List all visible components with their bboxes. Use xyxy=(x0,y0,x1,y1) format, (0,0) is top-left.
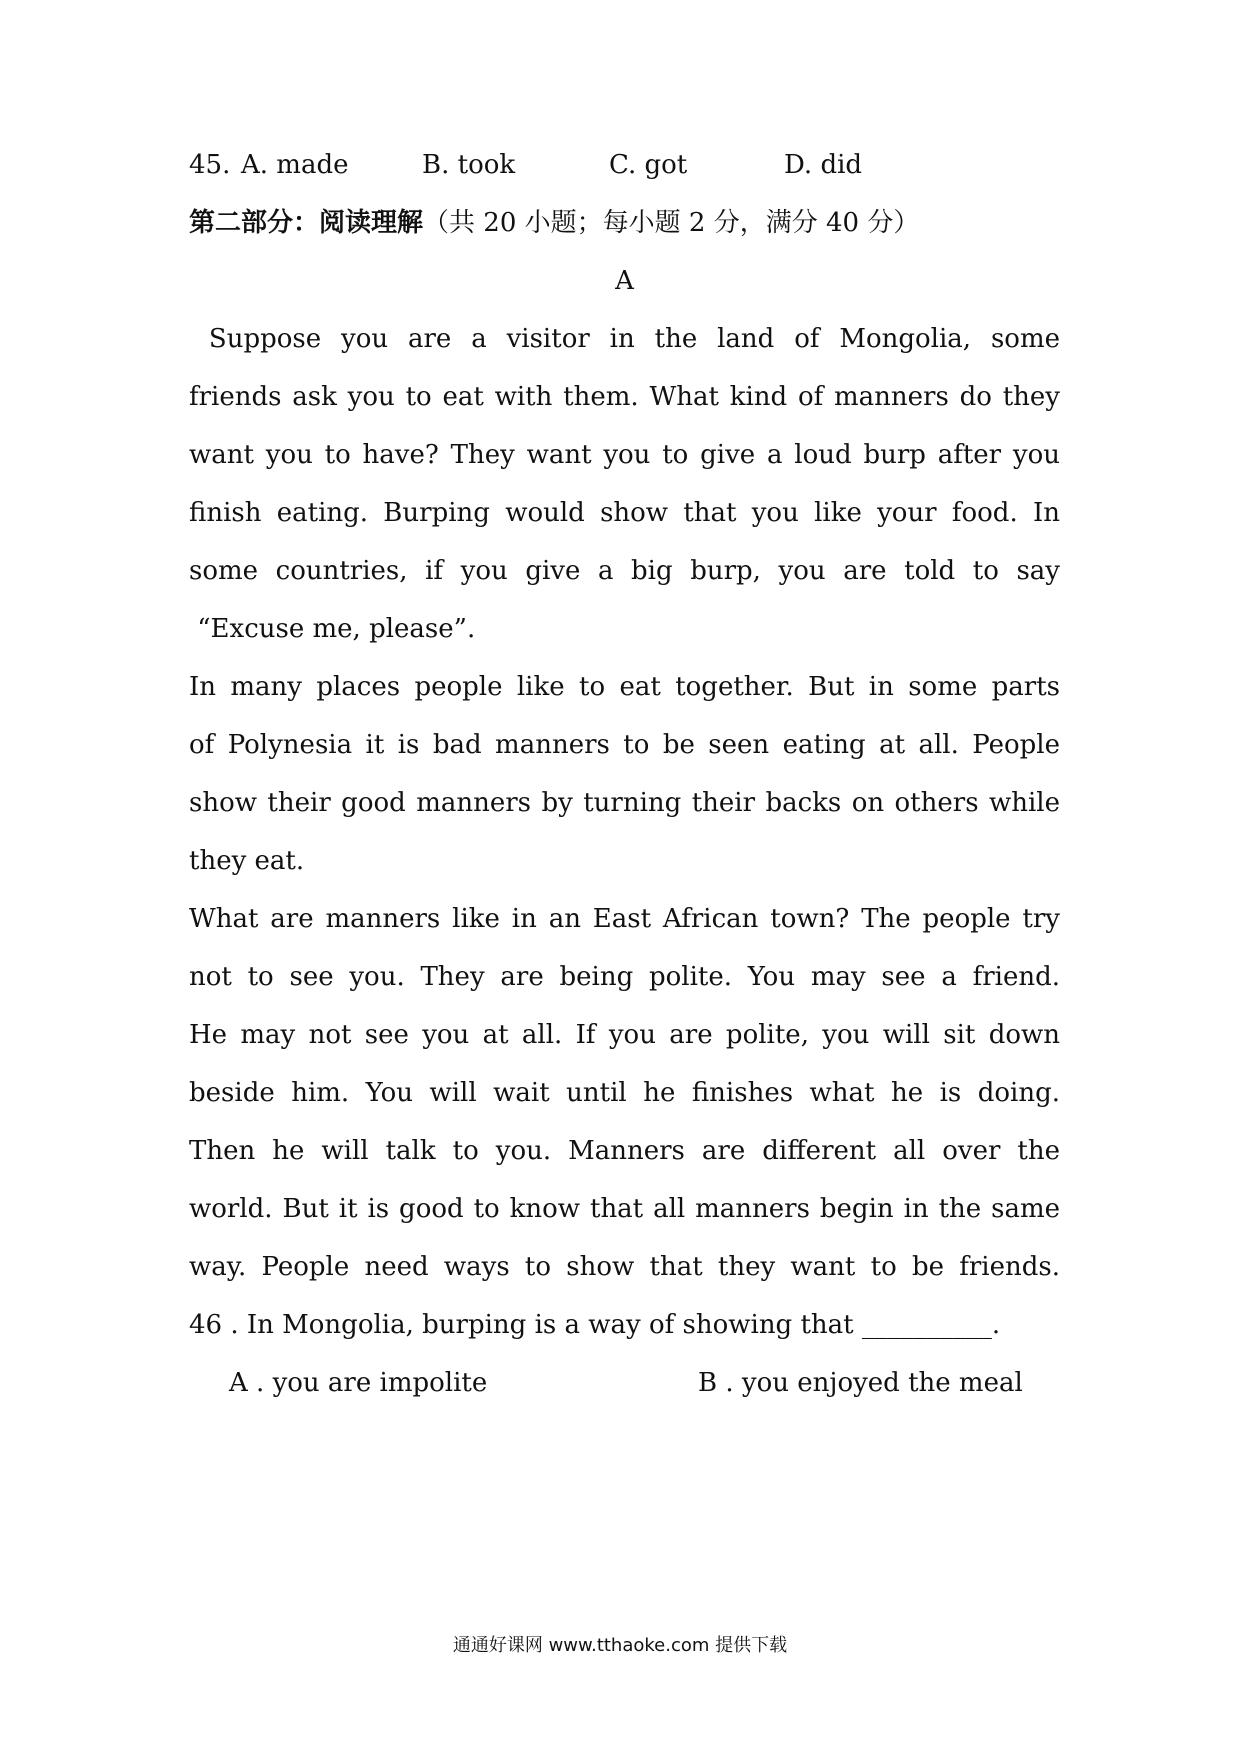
passage-line: want you to have? They want you to give a loud burp after you xyxy=(189,440,1060,470)
question-46-option-a: A . you are impolite xyxy=(229,1368,488,1398)
passage-line: show their good manners by turning their backs on others while xyxy=(189,788,1060,818)
passage-line: Suppose you are a visitor in the land of Mongolia, some xyxy=(189,324,1060,354)
question-45-number: 45. xyxy=(189,150,231,180)
passage-line: Then he will talk to you. Manners are different all over the xyxy=(189,1136,1060,1166)
passage-line: In many places people like to eat together. But in some parts xyxy=(189,672,1060,702)
section-heading-note: （共 20 小题；每小题 2 分，满分 40 分） xyxy=(423,208,920,238)
passage-line: beside him. You will wait until he finishes what he is doing. xyxy=(189,1078,1060,1108)
question-46-stem: 46 . In Mongolia, burping is a way of showing that __________. xyxy=(189,1310,1001,1340)
passage-line: He may not see you at all. If you are polite, you will sit down xyxy=(189,1020,1060,1050)
passage-line: some countries, if you give a big burp, you are told to say xyxy=(189,556,1060,586)
question-45-option-c: C. got xyxy=(609,150,688,180)
question-45-option-d: D. did xyxy=(784,150,863,180)
question-45-option-a: A. made xyxy=(241,150,349,180)
section-heading xyxy=(189,206,1060,240)
passage-line: friends ask you to eat with them. What kind of manners do they xyxy=(189,382,1060,412)
passage-line: What are manners like in an East African town? The people try xyxy=(189,904,1060,934)
passage-line: not to see you. They are being polite. You may see a friend. xyxy=(189,962,1060,992)
passage-label: A xyxy=(615,266,634,296)
question-46-option-b: B . you enjoyed the meal xyxy=(698,1368,1023,1398)
passage-line: they eat. xyxy=(189,846,305,876)
passage-line: “Excuse me, please”. xyxy=(189,614,476,644)
section-heading-title: 第二部分：阅读理解 xyxy=(189,208,424,238)
passage-line: finish eating. Burping would show that you like your food. In xyxy=(189,498,1060,528)
passage-line: world. But it is good to know that all manners begin in the same xyxy=(189,1194,1060,1224)
question-45-option-b: B. took xyxy=(422,150,516,180)
passage-line: of Polynesia it is bad manners to be seen eating at all. People xyxy=(189,730,1060,760)
passage-line: way. People need ways to show that they want to be friends. xyxy=(189,1252,1060,1282)
page-footer: 通通好课网 www.tthaoke.com 提供下载 xyxy=(452,1635,788,1656)
